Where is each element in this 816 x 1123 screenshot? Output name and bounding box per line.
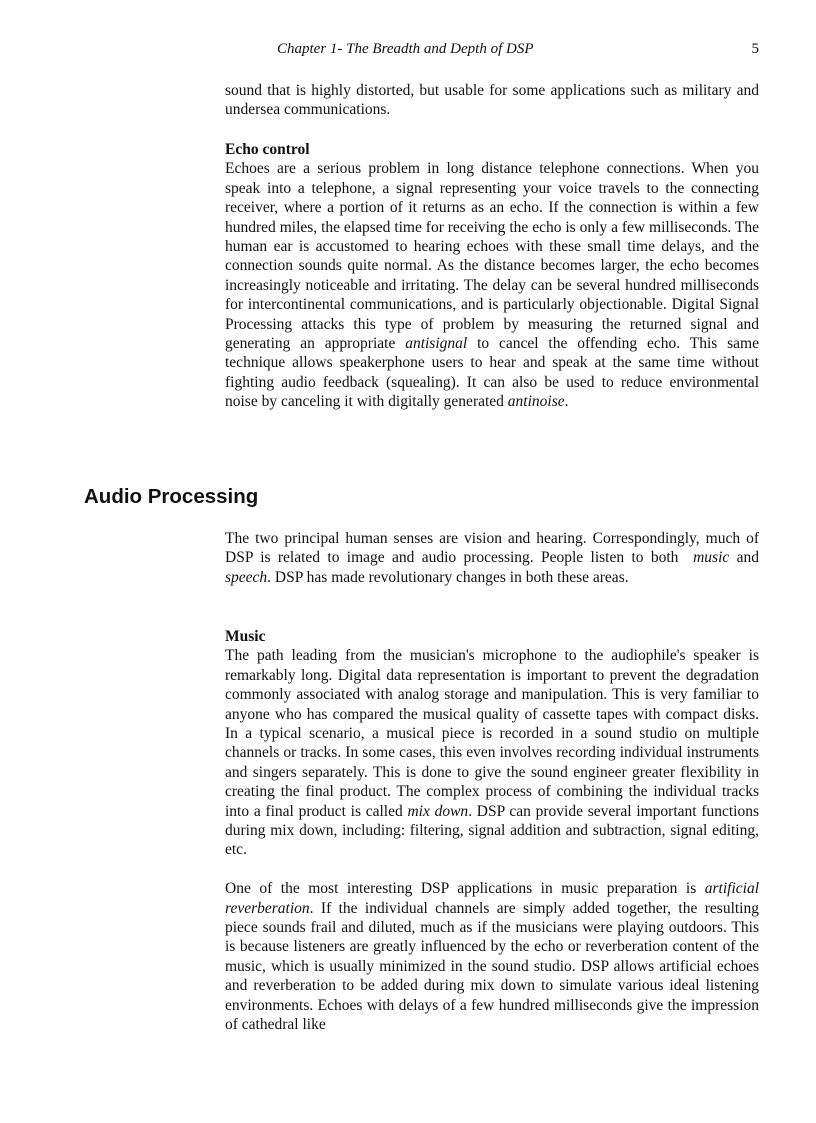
text-run: The path leading from the musician's microphone to the audiophile's speaker is remarkably long. Digital data representation is important to prevent the degradation commonly associated with analog storage and manipulation. This is very familiar to anyone who has compared the musical quality of cassette tapes with compact disks. In a typical scenario, a musical piece is recorded in a sound studio on multiple channels or tracks. In some cases, this even involves recording individual instruments and singers separately. This is done to give the sound engineer greater flexibility in creating the final product. The complex process of combining the individual tracks into a final product is called <box>225 647 759 820</box>
term-artificial-reverberation: artificial reverberation <box>225 880 760 917</box>
text-run: . <box>564 393 569 411</box>
subheading-music: Music <box>225 628 266 645</box>
paragraph <box>225 646 759 859</box>
text-run: Echoes are a serious problem in long distance telephone connections. When you speak into a telephone, a signal representing your voice travels to the connecting receiver, where a portion of it returns as an echo. If the connection is within a few hundred miles, the elapsed time for receiving the echo is only a few milliseconds. The human ear is accustomed to hearing echoes with these small time delays, and the connection sounds quite normal. As the distance becomes larger, the echo becomes increasingly noticeable and irritating. The delay can be several hundred milliseconds for intercontinental communications, and is particularly objectionable. Digital Signal Processing attacks this type of problem by measuring the returned signal and generating an appropriate <box>225 160 759 353</box>
music-subsection <box>225 627 759 1035</box>
text-run: . If the individual channels are simply added together, the resulting piece sounds frail and diluted, much as if the musicians were playing outdoors. This is because listeners are greatly influenced by the echo or reverberation content of the music, which is usually minimized in the sound studio. DSP allows artificial echoes and reverberation to be added during mix down to simulate various ideal listening environments. Echoes with delays of a few hundred milliseconds give the impression of cathedral like <box>225 899 759 1034</box>
intro-continuation-block <box>225 81 759 120</box>
section-title-audio-processing: Audio Processing <box>84 485 259 508</box>
paragraph <box>225 159 759 411</box>
term-antinoise: antinoise <box>507 393 565 411</box>
chapter-title: Chapter 1- The Breadth and Depth of DSP <box>277 41 534 57</box>
audio-processing-intro <box>225 529 759 587</box>
text-run: The two principal human senses are vision and hearing. Correspondingly, much of DSP is related to image and audio processing. People listen to both <box>225 530 759 567</box>
paragraph <box>225 879 759 1034</box>
term-music: music <box>693 549 730 567</box>
echo-control-subsection <box>225 140 759 412</box>
subheading-echo-control: Echo control <box>225 141 310 158</box>
paragraph: sound that is highly distorted, but usable for some applications such as military and undersea communications. <box>225 82 759 119</box>
text-run: . DSP has made revolutionary changes in both these areas. <box>267 568 629 586</box>
paragraph <box>225 529 759 587</box>
term-speech: speech <box>225 568 268 586</box>
term-mix-down: mix down <box>407 802 469 820</box>
text-run: to cancel the offending echo. This same technique allows speakerphone users to hear and speak at the same time without fighting audio feedback (squealing). It can also be used to reduce environmental noise by canceling it with digitally generated <box>225 335 759 411</box>
text-run: . DSP can provide several important functions during mix down, including: filtering, signal addition and subtraction, signal editing, etc. <box>225 802 760 859</box>
page-number: 5 <box>751 41 759 57</box>
term-antisignal: antisignal <box>405 335 468 353</box>
text-run: and <box>736 549 760 567</box>
text-run: One of the most interesting DSP applications in music preparation is <box>225 880 697 898</box>
